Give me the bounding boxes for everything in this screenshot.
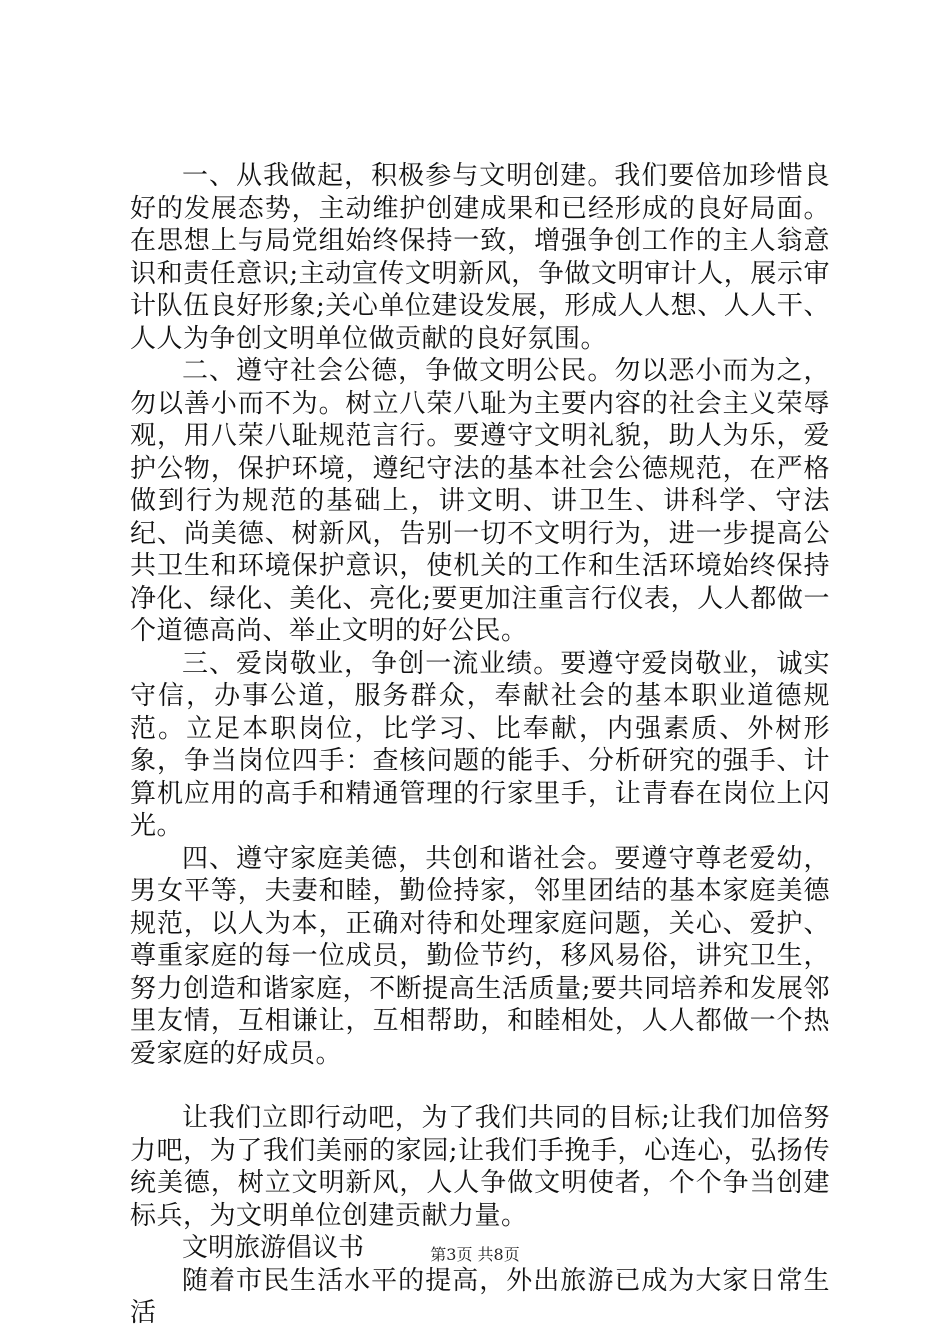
paragraph-2: 二、遵守社会公德，争做文明公民。勿以恶小而为之，勿以善小而不为。树立八荣八耻为主要内容的社会主义荣辱观，用八荣八耻规范言行。要遵守文明礼貌，助人为乐，爱护公物，保护环境，遵纪守法的基本社会公德规范，在严格做到行为规范的基础上，讲文明、讲卫生、讲科学、守法纪、尚美德、树新风，告别一切不文明行为，进一步提高公共卫生和环境保护意识，使机关的工作和生活环境始终保持净化、绿化、美化、亮化;要更加注重言行仪表，人人都做一个道德高尚、举止文明的好公民。 (130, 356, 830, 646)
paragraph-1: 一、从我做起，积极参与文明创建。我们要倍加珍惜良好的发展态势，主动维护创建成果和已经形成的良好局面。在思想上与局党组始终保持一致，增强争创工作的主人翁意识和责任意识;主动宣传文明新风，争做文明审计人，展示审计队伍良好形象;关心单位建设发展，形成人人想、人人干、人人为争创文明单位做贡献的良好氛围。 (130, 161, 830, 354)
paragraph-3: 三、爱岗敬业，争创一流业绩。要遵守爱岗敬业，诚实守信，办事公道，服务群众，奉献社会的基本职业道德规范。立足本职岗位，比学习、比奉献，内强素质、外树形象，争当岗位四手：查核问题的能手、分析研究的强手、计算机应用的高手和精通管理的行家里手，让青春在岗位上闪光。 (130, 648, 830, 841)
closing-paragraph: 让我们立即行动吧，为了我们共同的目标;让我们加倍努力吧，为了我们美丽的家园;让我们手挽手，心连心，弘扬传统美德，树立文明新风，人人争做文明使者，个个争当创建标兵，为文明单位创建贡献力量。 (130, 1103, 830, 1231)
paragraph-gap (130, 1070, 830, 1102)
next-document-title: 文明旅游倡议书 (182, 1233, 365, 1263)
next-document-paragraph: 随着市民生活水平的提高，外出旅游已成为大家日常生活 (130, 1265, 830, 1328)
page-footer: 第3页 共8页 (430, 1245, 520, 1264)
paragraph-4: 四、遵守家庭美德，共创和谐社会。要遵守尊老爱幼，男女平等，夫妻和睦，勤俭持家，邻里团结的基本家庭美德规范，以人为本，正确对待和处理家庭问题，关心、爱护、尊重家庭的每一位成员，勤俭节约，移风易俗，讲究卫生，努力创造和谐家庭，不断提高生活质量;要共同培养和发展邻里友情，互相谦让，互相帮助，和睦相处，人人都做一个热爱家庭的好成员。 (130, 843, 830, 1069)
document-body (130, 160, 830, 1330)
